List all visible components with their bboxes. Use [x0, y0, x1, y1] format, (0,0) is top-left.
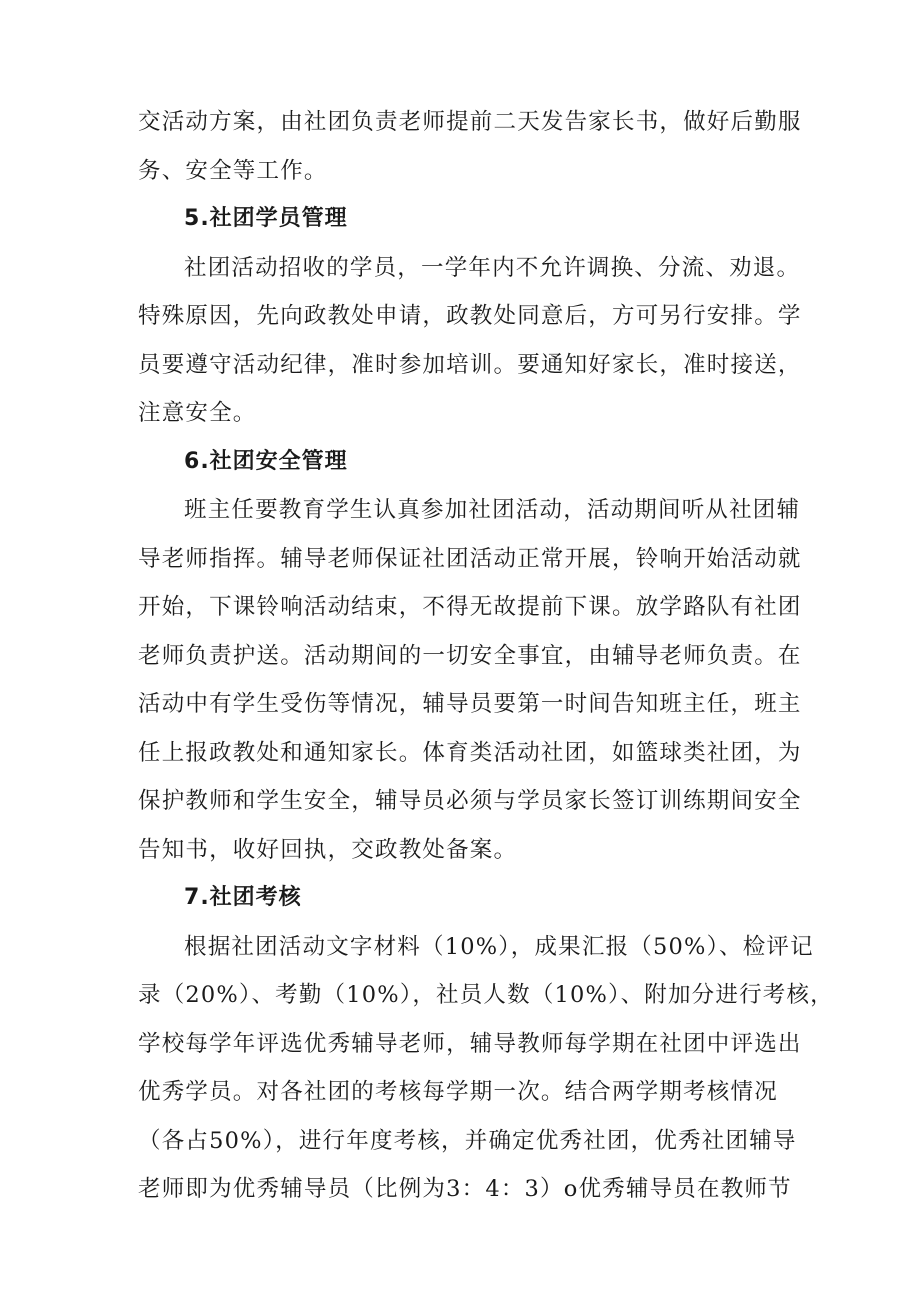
- paragraph-line: 导老师指挥。辅导老师保证社团活动正常开展，铃响开始活动就: [138, 545, 802, 572]
- paragraph-line: 优秀学员。对各社团的考核每学期一次。结合两学期考核情况: [138, 1079, 778, 1105]
- section-title: .社团安全管理: [200, 448, 348, 474]
- intro-paragraph: [138, 98, 802, 195]
- section-heading-7: [138, 874, 786, 923]
- paragraph-line: 学校每学年评选优秀辅导老师，辅导教师每学期在社团中评选出: [138, 1030, 802, 1057]
- section-6-paragraph: [138, 486, 802, 874]
- section-heading-6: [138, 438, 786, 487]
- paragraph-line: 根据社团活动文字材料（10%），成果汇报（50%）、检评记: [184, 933, 814, 960]
- section-number: 6: [184, 448, 201, 474]
- paragraph-line: 告知书，收好回执，交政教处备案。: [138, 836, 518, 863]
- paragraph-line: 活动中有学生受伤等情况，辅导员要第一时间告知班主任，班主: [138, 691, 802, 717]
- paragraph-line: 员要遵守活动纪律，准时参加培训。要通知好家长，准时接送，: [138, 351, 802, 378]
- paragraph-line: 务、安全等工作。: [138, 157, 328, 184]
- paragraph-line: 交活动方案，由社团负责老师提前二天发告家长书，做好后勤服: [138, 109, 802, 135]
- section-heading-5: [138, 195, 786, 244]
- paragraph-line: 特殊原因，先向政教处申请，政教处同意后，方可另行安排。学: [138, 303, 802, 329]
- paragraph-line: 注意安全。: [138, 400, 257, 426]
- section-number: 5: [184, 206, 201, 231]
- section-title: .社团学员管理: [200, 206, 348, 231]
- paragraph-line: （各占50%），进行年度考核，并确定优秀社团，优秀社团辅导: [138, 1127, 797, 1154]
- document-page: [138, 98, 834, 1214]
- paragraph-line: 班主任要教育学生认真参加社团活动，活动期间听从社团辅: [184, 497, 801, 523]
- section-7-paragraph: [138, 923, 834, 1214]
- paragraph-line: 老师即为优秀辅导员（比例为3：4：3）o优秀辅导员在教师节: [138, 1176, 792, 1202]
- section-5-paragraph: [138, 244, 802, 438]
- paragraph-line: 社团活动招收的学员，一学年内不允许调换、分流、劝退。: [184, 254, 801, 281]
- section-title: .社团考核: [200, 885, 302, 910]
- section-number: 7: [184, 885, 201, 910]
- paragraph-line: 保护教师和学生安全，辅导员必须与学员家长签订训练期间安全: [138, 788, 802, 814]
- paragraph-line: 开始，下课铃响活动结束，不得无故提前下课。放学路队有社团: [138, 594, 802, 620]
- paragraph-line: 录（20%）、考勤（10%），社员人数（10%）、附加分进行考核，: [138, 982, 834, 1008]
- paragraph-line: 老师负责护送。活动期间的一切安全事宜，由辅导老师负责。在: [138, 642, 802, 669]
- paragraph-line: 任上报政教处和通知家长。体育类活动社团，如篮球类社团，为: [138, 739, 802, 766]
